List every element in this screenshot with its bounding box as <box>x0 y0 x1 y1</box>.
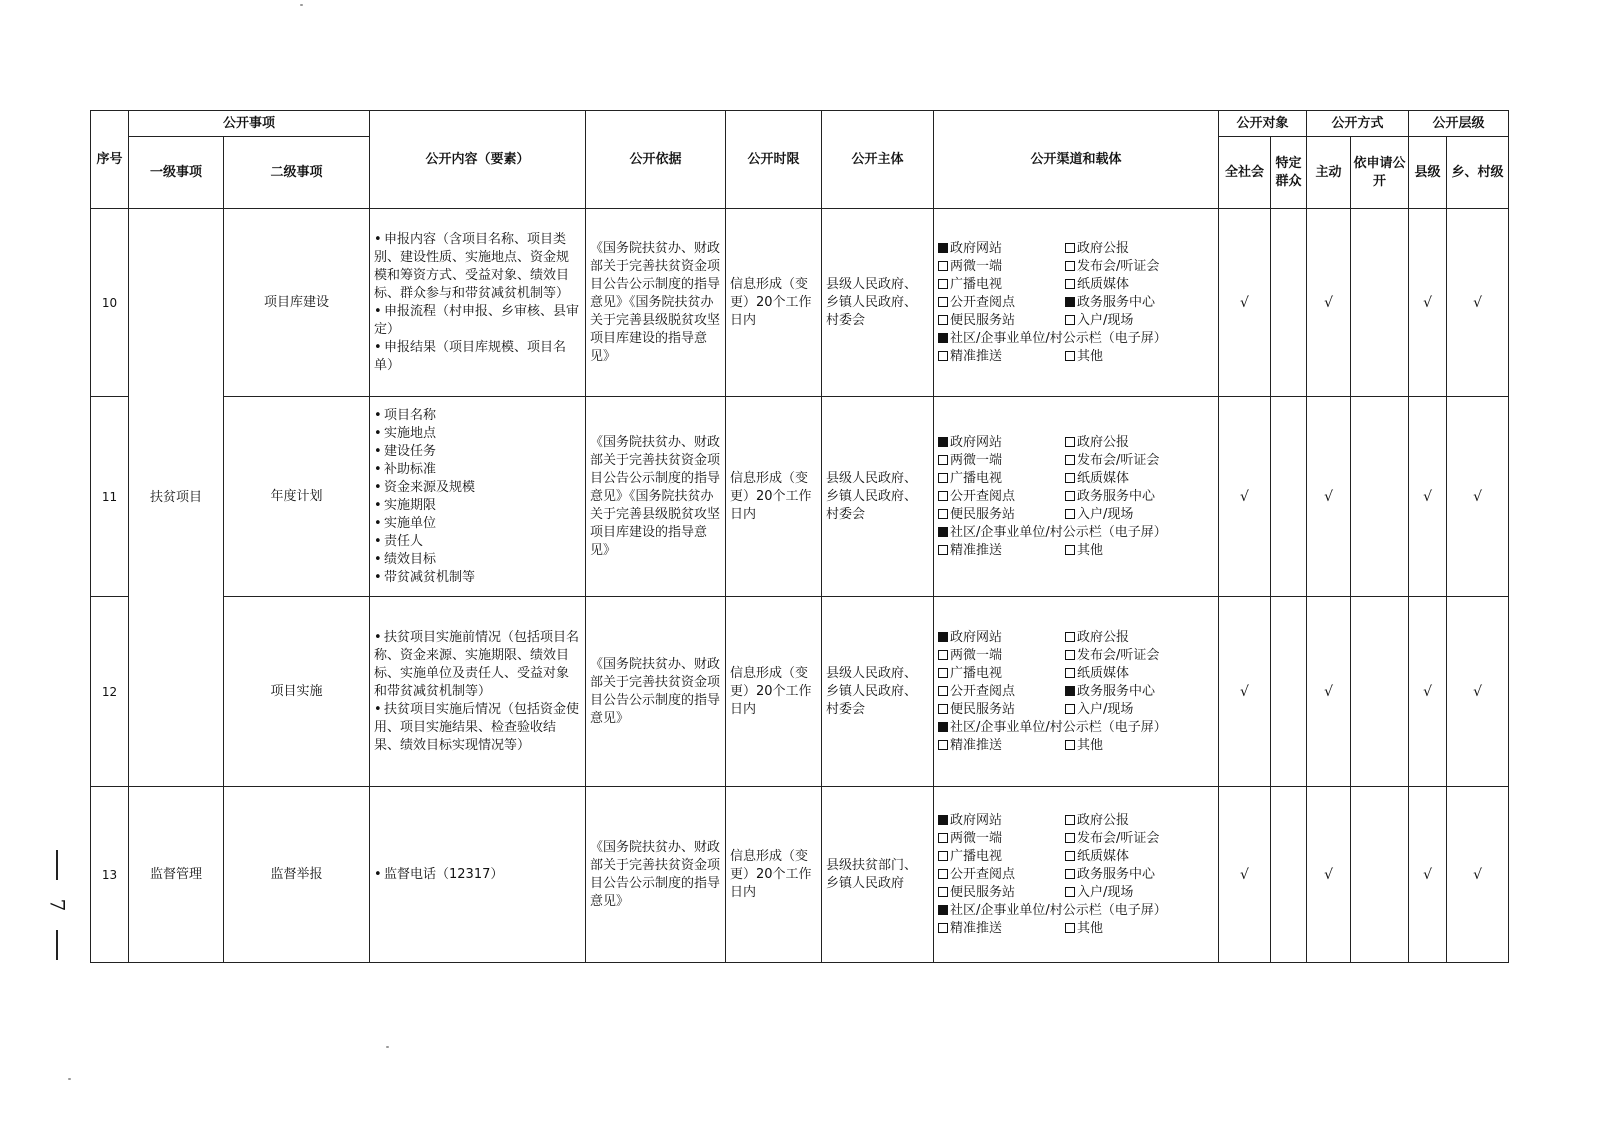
channel-label: 广播电视 <box>950 470 1003 486</box>
channel-label: 公开查阅点 <box>950 866 1016 882</box>
empty-box-icon <box>938 704 948 714</box>
empty-box-icon <box>1065 740 1075 750</box>
content-item <box>374 303 581 339</box>
channel-option <box>1065 665 1207 683</box>
row-basis: 《国务院扶贫办、财政部关于完善扶贫资金项目公告公示制度的指导意见》 <box>586 597 726 787</box>
bullet-icon: • <box>374 479 382 495</box>
header-target-group: 公开对象 <box>1219 111 1307 137</box>
channel-label: 入户/现场 <box>1077 701 1134 717</box>
channel-label: 政务服务中心 <box>1077 683 1156 699</box>
channel-label: 便民服务站 <box>950 701 1016 717</box>
content-item <box>374 515 581 533</box>
row-target-all-mark: √ <box>1219 209 1271 397</box>
channel-option <box>1065 542 1207 560</box>
row-content <box>370 787 586 963</box>
empty-box-icon <box>1065 491 1075 501</box>
content-text: 实施单位 <box>384 515 437 531</box>
empty-box-icon <box>1065 632 1075 642</box>
channel-option <box>1065 884 1207 902</box>
channel-label: 政府网站 <box>950 812 1003 828</box>
header-content: 公开内容（要素） <box>370 111 586 209</box>
channel-option <box>938 524 1207 542</box>
header-channels: 公开渠道和载体 <box>934 111 1219 209</box>
scan-speck <box>386 1046 389 1048</box>
empty-box-icon <box>1065 545 1075 555</box>
channel-label: 两微一端 <box>950 258 1003 274</box>
empty-box-icon <box>1065 833 1075 843</box>
channel-label: 政府公报 <box>1077 629 1130 645</box>
row-channels <box>934 597 1219 787</box>
empty-box-icon <box>938 491 948 501</box>
empty-box-icon <box>1065 923 1075 933</box>
row-level-county-mark: √ <box>1409 787 1447 963</box>
channel-option <box>938 902 1207 920</box>
channel-label: 社区/企事业单位/村公示栏（电子屏） <box>950 524 1167 540</box>
content-text: 申报结果（项目库规模、项目名单） <box>374 339 567 373</box>
channel-label: 政务服务中心 <box>1077 488 1156 504</box>
content-item <box>374 461 581 479</box>
channel-label: 其他 <box>1077 542 1104 558</box>
row-level2: 项目实施 <box>224 597 370 787</box>
content-item <box>374 533 581 551</box>
header-level-group: 公开层级 <box>1409 111 1509 137</box>
channel-label: 发布会/听证会 <box>1077 258 1160 274</box>
channel-option <box>938 629 1065 647</box>
header-level-county: 县级 <box>1409 137 1447 209</box>
row-level1: 监督管理 <box>129 787 224 963</box>
channel-label: 其他 <box>1077 348 1104 364</box>
channel-label: 纸质媒体 <box>1077 848 1130 864</box>
content-text: 带贫减贫机制等 <box>384 569 476 585</box>
bullet-icon: • <box>374 303 382 319</box>
content-item <box>374 866 581 884</box>
channel-checklist <box>934 629 1218 755</box>
bullet-icon: • <box>374 339 382 355</box>
row-method-request-mark <box>1351 787 1409 963</box>
channel-label: 政府网站 <box>950 629 1003 645</box>
checked-box-icon <box>938 722 948 732</box>
channel-option <box>938 312 1065 330</box>
row-seq: 11 <box>91 397 129 597</box>
channel-label: 便民服务站 <box>950 884 1016 900</box>
channel-label: 发布会/听证会 <box>1077 452 1160 468</box>
row-target-all-mark: √ <box>1219 597 1271 787</box>
channel-label: 政府网站 <box>950 240 1003 256</box>
row-seq: 10 <box>91 209 129 397</box>
empty-box-icon <box>938 851 948 861</box>
row-level-town-mark: √ <box>1447 209 1509 397</box>
channel-option <box>1065 488 1207 506</box>
row-method-request-mark <box>1351 209 1409 397</box>
row-subject: 县级人民政府、乡镇人民政府、村委会 <box>822 597 934 787</box>
channel-option <box>938 452 1065 470</box>
empty-box-icon <box>938 473 948 483</box>
header-method-group: 公开方式 <box>1307 111 1409 137</box>
table-row <box>91 397 1509 597</box>
channel-option <box>1065 276 1207 294</box>
channel-option <box>938 665 1065 683</box>
channel-label: 政府网站 <box>950 434 1003 450</box>
scan-speck <box>300 4 303 6</box>
channel-option <box>938 488 1065 506</box>
channel-label: 社区/企事业单位/村公示栏（电子屏） <box>950 719 1167 735</box>
content-item <box>374 443 581 461</box>
content-item <box>374 569 581 587</box>
channel-option <box>938 866 1065 884</box>
empty-box-icon <box>938 686 948 696</box>
header-basis: 公开依据 <box>586 111 726 209</box>
bullet-icon: • <box>374 443 382 459</box>
channel-label: 公开查阅点 <box>950 488 1016 504</box>
row-subject: 县级人民政府、乡镇人民政府、村委会 <box>822 209 934 397</box>
empty-box-icon <box>938 740 948 750</box>
header-time-limit: 公开时限 <box>726 111 822 209</box>
channel-label: 发布会/听证会 <box>1077 830 1160 846</box>
channel-option <box>1065 312 1207 330</box>
checked-box-icon <box>938 815 948 825</box>
channel-option <box>1065 506 1207 524</box>
content-text: 申报内容（含项目名称、项目类别、建设性质、实施地点、资金规模和筹资方式、受益对象、绩效目标、群众参与和带贫减贫机制等） <box>374 231 570 301</box>
checked-box-icon <box>1065 686 1075 696</box>
channel-option <box>938 830 1065 848</box>
header-level-town: 乡、村级 <box>1447 137 1509 209</box>
channel-option <box>938 542 1065 560</box>
row-basis: 《国务院扶贫办、财政部关于完善扶贫资金项目公告公示制度的指导意见》 <box>586 787 726 963</box>
content-text: 建设任务 <box>384 443 437 459</box>
checked-box-icon <box>938 905 948 915</box>
empty-box-icon <box>1065 243 1075 253</box>
row-level1: 扶贫项目 <box>129 209 224 787</box>
channel-label: 纸质媒体 <box>1077 665 1130 681</box>
header-level1: 一级事项 <box>129 137 224 209</box>
channel-option <box>1065 812 1207 830</box>
channel-option <box>1065 920 1207 938</box>
row-content <box>370 597 586 787</box>
channel-checklist <box>934 434 1218 560</box>
empty-box-icon <box>938 279 948 289</box>
row-target-specific-mark <box>1271 597 1307 787</box>
content-text: 申报流程（村申报、乡审核、县审定） <box>374 303 580 337</box>
row-method-active-mark: √ <box>1307 397 1351 597</box>
row-basis: 《国务院扶贫办、财政部关于完善扶贫资金项目公告公示制度的指导意见》《国务院扶贫办关于完善县级脱贫攻坚项目库建设的指导意见》 <box>586 397 726 597</box>
channel-option <box>1065 629 1207 647</box>
row-target-all-mark: √ <box>1219 787 1271 963</box>
empty-box-icon <box>938 887 948 897</box>
checked-box-icon <box>1065 297 1075 307</box>
channel-option <box>1065 470 1207 488</box>
channel-option <box>1065 683 1207 701</box>
channel-label: 纸质媒体 <box>1077 470 1130 486</box>
table-row <box>91 787 1509 963</box>
row-content <box>370 397 586 597</box>
channel-option <box>938 276 1065 294</box>
empty-box-icon <box>938 315 948 325</box>
empty-box-icon <box>1065 473 1075 483</box>
header-method-request: 依申请公开 <box>1351 137 1409 209</box>
row-level2: 年度计划 <box>224 397 370 597</box>
content-list <box>374 866 581 884</box>
content-item <box>374 231 581 303</box>
row-level-town-mark: √ <box>1447 597 1509 787</box>
channel-option <box>938 812 1065 830</box>
channel-label: 入户/现场 <box>1077 884 1134 900</box>
channel-option <box>1065 737 1207 755</box>
channel-option <box>938 701 1065 719</box>
empty-box-icon <box>938 455 948 465</box>
channel-option <box>938 848 1065 866</box>
row-subject: 县级扶贫部门、乡镇人民政府 <box>822 787 934 963</box>
bullet-icon: • <box>374 515 382 531</box>
channel-label: 两微一端 <box>950 452 1003 468</box>
content-list <box>374 629 581 755</box>
empty-box-icon <box>938 833 948 843</box>
content-list <box>374 231 581 375</box>
content-item <box>374 479 581 497</box>
empty-box-icon <box>1065 815 1075 825</box>
row-method-active-mark: √ <box>1307 209 1351 397</box>
content-text: 扶贫项目实施后情况（包括资金使用、项目实施结果、检查验收结果、绩效目标实现情况等） <box>374 701 580 753</box>
channel-label: 便民服务站 <box>950 312 1016 328</box>
channel-label: 公开查阅点 <box>950 294 1016 310</box>
content-text: 实施地点 <box>384 425 437 441</box>
channel-label: 其他 <box>1077 920 1104 936</box>
channel-label: 两微一端 <box>950 647 1003 663</box>
row-method-request-mark <box>1351 597 1409 787</box>
channel-option <box>1065 830 1207 848</box>
empty-box-icon <box>938 650 948 660</box>
empty-box-icon <box>1065 261 1075 271</box>
row-seq: 13 <box>91 787 129 963</box>
content-item <box>374 497 581 515</box>
channel-label: 广播电视 <box>950 848 1003 864</box>
bullet-icon: • <box>374 231 382 247</box>
content-list <box>374 407 581 587</box>
content-text: 补助标准 <box>384 461 437 477</box>
empty-box-icon <box>938 923 948 933</box>
table-body <box>91 209 1509 963</box>
bullet-icon: • <box>374 461 382 477</box>
bullet-icon: • <box>374 407 382 423</box>
channel-label: 社区/企事业单位/村公示栏（电子屏） <box>950 330 1167 346</box>
table-row <box>91 597 1509 787</box>
header-target-specific: 特定群众 <box>1271 137 1307 209</box>
empty-box-icon <box>938 545 948 555</box>
channel-label: 纸质媒体 <box>1077 276 1130 292</box>
content-text: 项目名称 <box>384 407 437 423</box>
channel-checklist <box>934 240 1218 366</box>
channel-option <box>938 470 1065 488</box>
channel-option <box>938 348 1065 366</box>
channel-label: 政府公报 <box>1077 434 1130 450</box>
channel-option <box>938 920 1065 938</box>
channel-label: 政府公报 <box>1077 812 1130 828</box>
channel-label: 广播电视 <box>950 665 1003 681</box>
channel-label: 入户/现场 <box>1077 506 1134 522</box>
empty-box-icon <box>1065 851 1075 861</box>
channel-label: 精准推送 <box>950 348 1003 364</box>
content-item <box>374 339 581 375</box>
empty-box-icon <box>938 869 948 879</box>
checked-box-icon <box>938 243 948 253</box>
bullet-icon: • <box>374 533 382 549</box>
bullet-icon: • <box>374 629 382 645</box>
row-target-specific-mark <box>1271 209 1307 397</box>
channel-option <box>938 240 1065 258</box>
empty-box-icon <box>1065 455 1075 465</box>
row-time-limit: 信息形成（变更）20个工作日内 <box>726 787 822 963</box>
content-text: 绩效目标 <box>384 551 437 567</box>
checked-box-icon <box>938 333 948 343</box>
channel-option <box>1065 348 1207 366</box>
row-channels <box>934 209 1219 397</box>
row-target-specific-mark <box>1271 787 1307 963</box>
empty-box-icon <box>1065 509 1075 519</box>
content-text: 监督电话（12317） <box>384 866 504 882</box>
channel-option <box>1065 452 1207 470</box>
empty-box-icon <box>1065 887 1075 897</box>
row-time-limit: 信息形成（变更）20个工作日内 <box>726 597 822 787</box>
row-content <box>370 209 586 397</box>
row-seq: 12 <box>91 597 129 787</box>
bullet-icon: • <box>374 551 382 567</box>
row-method-active-mark: √ <box>1307 597 1351 787</box>
checked-box-icon <box>938 632 948 642</box>
channel-label: 两微一端 <box>950 830 1003 846</box>
content-item <box>374 701 581 755</box>
bullet-icon: • <box>374 701 382 717</box>
channel-label: 政府公报 <box>1077 240 1130 256</box>
channel-label: 精准推送 <box>950 542 1003 558</box>
empty-box-icon <box>938 297 948 307</box>
channel-label: 精准推送 <box>950 920 1003 936</box>
row-level-county-mark: √ <box>1409 209 1447 397</box>
content-text: 责任人 <box>384 533 424 549</box>
channel-option <box>938 683 1065 701</box>
empty-box-icon <box>1065 279 1075 289</box>
header-public-items: 公开事项 <box>129 111 370 137</box>
bullet-icon: • <box>374 866 382 882</box>
channel-label: 政务服务中心 <box>1077 866 1156 882</box>
empty-box-icon <box>1065 437 1075 447</box>
channel-option <box>1065 240 1207 258</box>
channel-option <box>938 434 1065 452</box>
content-item <box>374 629 581 701</box>
bullet-icon: • <box>374 497 382 513</box>
channel-option <box>938 294 1065 312</box>
header-method-active: 主动 <box>1307 137 1351 209</box>
page-number-dash <box>56 850 58 880</box>
content-text: 扶贫项目实施前情况（包括项目名称、资金来源、实施期限、绩效目标、实施单位及责任人、受益对象和带贫减贫机制等） <box>374 629 580 699</box>
page-number-dash <box>56 930 58 960</box>
bullet-icon: • <box>374 569 382 585</box>
row-basis: 《国务院扶贫办、财政部关于完善扶贫资金项目公告公示制度的指导意见》《国务院扶贫办关于完善县级脱贫攻坚项目库建设的指导意见》 <box>586 209 726 397</box>
table-row <box>91 209 1509 397</box>
channel-option <box>1065 258 1207 276</box>
content-item <box>374 407 581 425</box>
row-target-all-mark: √ <box>1219 397 1271 597</box>
channel-label: 入户/现场 <box>1077 312 1134 328</box>
row-method-request-mark <box>1351 397 1409 597</box>
empty-box-icon <box>938 351 948 361</box>
row-target-specific-mark <box>1271 397 1307 597</box>
row-level2: 项目库建设 <box>224 209 370 397</box>
header-target-all: 全社会 <box>1219 137 1271 209</box>
empty-box-icon <box>938 261 948 271</box>
row-level-county-mark: √ <box>1409 397 1447 597</box>
channel-label: 政务服务中心 <box>1077 294 1156 310</box>
empty-box-icon <box>1065 869 1075 879</box>
row-method-active-mark: √ <box>1307 787 1351 963</box>
header-subject: 公开主体 <box>822 111 934 209</box>
checked-box-icon <box>938 437 948 447</box>
empty-box-icon <box>1065 704 1075 714</box>
row-level-town-mark: √ <box>1447 787 1509 963</box>
channel-label: 便民服务站 <box>950 506 1016 522</box>
channel-option <box>938 719 1207 737</box>
channel-option <box>1065 434 1207 452</box>
empty-box-icon <box>938 509 948 519</box>
page-number-value: 7 <box>44 898 69 912</box>
channel-label: 社区/企事业单位/村公示栏（电子屏） <box>950 902 1167 918</box>
disclosure-table <box>90 110 1509 963</box>
content-item <box>374 425 581 443</box>
row-channels <box>934 787 1219 963</box>
empty-box-icon <box>1065 668 1075 678</box>
content-text: 实施期限 <box>384 497 437 513</box>
empty-box-icon <box>1065 315 1075 325</box>
empty-box-icon <box>1065 650 1075 660</box>
row-time-limit: 信息形成（变更）20个工作日内 <box>726 209 822 397</box>
channel-option <box>938 884 1065 902</box>
content-item <box>374 551 581 569</box>
header-seq: 序号 <box>91 111 129 209</box>
channel-label: 公开查阅点 <box>950 683 1016 699</box>
row-level-town-mark: √ <box>1447 397 1509 597</box>
channel-option <box>938 506 1065 524</box>
row-level2: 监督举报 <box>224 787 370 963</box>
channel-option <box>1065 848 1207 866</box>
channel-option <box>1065 701 1207 719</box>
channel-option <box>938 258 1065 276</box>
channel-option <box>938 647 1065 665</box>
channel-option <box>938 737 1065 755</box>
channel-checklist <box>934 812 1218 938</box>
channel-option <box>938 330 1207 348</box>
channel-label: 发布会/听证会 <box>1077 647 1160 663</box>
channel-option <box>1065 294 1207 312</box>
bullet-icon: • <box>374 425 382 441</box>
channel-option <box>1065 647 1207 665</box>
row-level-county-mark: √ <box>1409 597 1447 787</box>
channel-label: 其他 <box>1077 737 1104 753</box>
content-text: 资金来源及规模 <box>384 479 476 495</box>
channel-label: 广播电视 <box>950 276 1003 292</box>
page-number <box>45 850 69 960</box>
row-time-limit: 信息形成（变更）20个工作日内 <box>726 397 822 597</box>
empty-box-icon <box>938 668 948 678</box>
row-channels <box>934 397 1219 597</box>
header-level2: 二级事项 <box>224 137 370 209</box>
scan-speck <box>68 1078 71 1080</box>
channel-option <box>1065 866 1207 884</box>
channel-label: 精准推送 <box>950 737 1003 753</box>
row-subject: 县级人民政府、乡镇人民政府、村委会 <box>822 397 934 597</box>
empty-box-icon <box>1065 351 1075 361</box>
checked-box-icon <box>938 527 948 537</box>
